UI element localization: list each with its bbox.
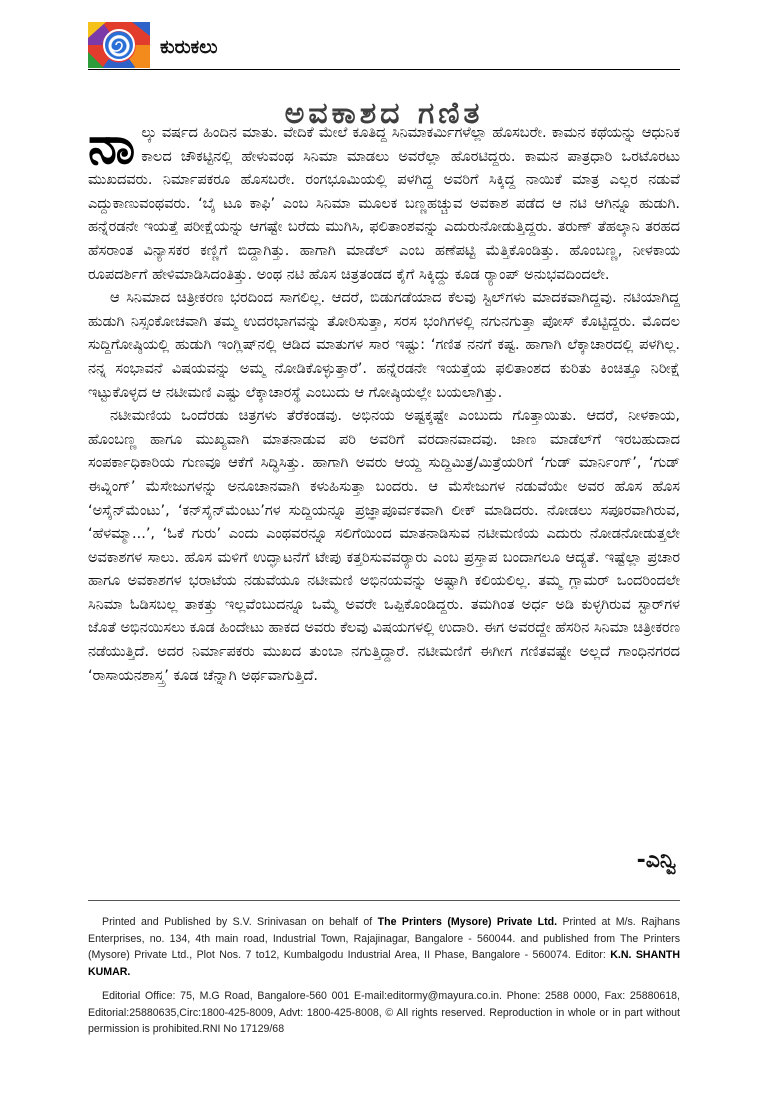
magazine-logo-icon: [88, 22, 150, 68]
article-paragraph: [88, 116, 680, 287]
imprint-publisher: [88, 914, 680, 980]
article-paragraph: ನಟೀಮಣಿಯ ಒಂದೆರಡು ಚಿತ್ರಗಳು ತೆರೆಕಂಡವು. ಅಭಿನಯ ಅಷ್ಟಕ್ಕಷ್ಟೇ ಎಂಬುದು ಗೊತ್ತಾಯಿತು. ಆದರೆ, ನೀಳಕಾಯ, ಹೊಂಬಣ್ಣ ಹಾಗೂ ಮುಖ್ಯವಾಗಿ ಮಾತನಾಡುವ ಪರಿ ಅವರಿಗೆ ವರದಾನವಾದವು. ಜಾಣ ಮಾಡೆಲ್‌ಗೆ ಇರಬಹುದಾದ ಸಂಪರ್ಕಾಧಿಕಾರಿಯ ಗುಣವೂ ಆಕೆಗೆ ಸಿದ್ಧಿಸಿತ್ತು. ಹಾಗಾಗಿ ಅವರು ಆಯ್ದ ಸುದ್ದಿಮಿತ್ರ/ಮಿತ್ರೆಯರಿಗೆ ‘ಗುಡ್ ಮಾರ್ನಿಂಗ್’, ‘ಗುಡ್ ಈವ್ನಿಂಗ್’ ಮೆಸೇಜುಗಳನ್ನು ಅನೂಚಾನವಾಗಿ ಕಳುಹಿಸುತ್ತಾ ಬಂದರು. ಆ ಮೆಸೇಜುಗಳ ನಡುವೆಯೇ ಅವರ ಹೊಸ ಹೊಸ ‘ಅಸೈನ್‌ಮೆಂಟು’, ‘ಕನ್‌ಸೈನ್‌ಮೆಂಟು’ಗಳ ಸುದ್ದಿಯನ್ನೂ ಪ್ರಜ್ಞಾಪೂರ್ವಕವಾಗಿ ಲೀಕ್ ಮಾಡಿದರು. ನೋಡಲು ಸಪೂರವಾಗಿರುವ, ‘ಹೆಳಮ್ಮಾ...’, ‘ಓಕೆ ಗುರು’ ಎಂದು ಎಂಥವರನ್ನೂ ಸಲಿಗೆಯಿಂದ ಮಾತನಾಡಿಸುವ ನಟೀಮಣಿಯ ಎದುರು ನೋಡನೋಡುತ್ತಲೇ ಅವಕಾಶಗಳ ಸಾಲು. ಹೊಸ ಮಳಿಗೆ ಉದ್ಘಾಟನೆಗೆ ಟೇಪು ಕತ್ತರಿಸುವವರ್‍ಯಾರು ಎಂಬ ಪ್ರಸ್ತಾಪ ಬಂದಾಗಲೂ ಆದ್ಯತೆ. ಇಷ್ಟೆಲ್ಲಾ ಪ್ರಚಾರ ಹಾಗೂ ಅವಕಾಶಗಳ ಭರಾಟೆಯ ನಡುವೆಯೂ ನಟೀಮಣಿ ಅಭಿನಯವನ್ನು ಅಷ್ಟಾಗಿ ಕಲಿಯಲಿಲ್ಲ. ತಮ್ಮ ಗ್ಲಾಮರ್ ಒಂದರಿಂದಲೇ ಸಿನಿಮಾ ಓಡಿಸಬಲ್ಲ ತಾಕತ್ತು ಇಲ್ಲವೆಂಬುದನ್ನೂ ಒಮ್ಮೆ ಅವರೇ ಒಪ್ಪಿಕೊಂಡಿದ್ದರು. ತಮಗಿಂತ ಅರ್ಧ ಅಡಿ ಕುಳ್ಳಗಿರುವ ಸ್ಟಾರ್‌ಗಳ ಜೊತೆ ಅಭಿನಯಿಸಲು ಕೂಡ ಹಿಂದೇಟು ಹಾಕದ ಅವರು ಕೆಲವು ವಿಷಯಗಳಲ್ಲಿ ಉದಾರಿ. ಈಗ ಅವರದ್ದೇ ಹೆಸರಿನ ಸಿನಿಮಾ ಚಿತ್ರೀಕರಣ ನಡೆಯುತ್ತಿದೆ. ಅದರ ನಿರ್ಮಾಪಕರು ಮುಖದ ತುಂಬಾ ನಗುತ್ತಿದ್ದಾರೆ. ನಟೀಮಣಿಗೆ ಈಗೀಗ ಗಣಿತವಷ್ಟೇ ಅಲ್ಲದೆ ಗಾಂಧಿನಗರದ ‘ರಾಸಾಯನಶಾಸ್ತ್ರ’ ಕೂಡ ಚೆನ್ನಾಗಿ ಅರ್ಥವಾಗುತ್ತಿದೆ.: [88, 408, 680, 684]
imprint-company: The Printers (Mysore) Private Ltd.: [377, 916, 558, 928]
author-signature: -ಎನ್ವಿ: [636, 848, 676, 873]
page-header: [88, 22, 688, 68]
drop-cap: ನಾ: [88, 116, 136, 176]
article-body: [88, 116, 680, 688]
paragraph-text: ಲ್ಕು ವರ್ಷದ ಹಿಂದಿನ ಮಾತು. ವೇದಿಕೆ ಮೇಲೆ ಕೂತಿದ್ದ ಸಿನಿಮಾಕರ್ಮಿಗಳೆಲ್ಲಾ ಹೊಸಬರೇ. ಕಾಮನ ಕಥೆಯನ್ನು ಆಧುನಿಕ ಕಾಲದ ಚೌಕಟ್ಟಿನಲ್ಲಿ ಹೇಳುವಂಥ ಸಿನಿಮಾ ಮಾಡಲು ಅವರೆಲ್ಲಾ ಹೊರಟಿದ್ದರು. ಕಾಮನ ಪಾತ್ರಧಾರಿ ಒರಟೊರಟು ಮುಖದವರು. ನಿರ್ಮಾಪಕರೂ ಹೊಸಬರೇ. ರಂಗಭೂಮಿಯಲ್ಲಿ ಪಳಗಿದ್ದ ಅವರಿಗೆ ಸಿಕ್ಕಿದ್ದ ನಾಯಿಕೆ ಮಾತ್ರ ಎಲ್ಲರ ನಡುವೆ ಎದ್ದುಕಾಣುವಂಥವರು. ‘ಬೈ ಟೂ ಕಾಫಿ’ ಎಂಬ ಸಿನಿಮಾ ಮೂಲಕ ಬಣ್ಣಹಚ್ಚುವ ಅವಕಾಶ ಪಡೆದ ಆ ನಟಿ ಆಗಿನ್ನೂ ಹುಡುಗಿ. ಹನ್ನೆರಡನೇ ಇಯತ್ತೆ ಪರೀಕ್ಷೆಯನ್ನು ಆಗಷ್ಟೇ ಬರೆದು ಮುಗಿಸಿ, ಫಲಿತಾಂಶವನ್ನು ಎದುರುನೋಡುತ್ತಿದ್ದರು. ತರುಣ್ ತೆಹಲ್ಕಾನಿ ತರಹದ ಹೆಸರಾಂತ ವಿನ್ಯಾಸಕರ ಕಣ್ಣಿಗೆ ಬಿದ್ದಾಗಿತ್ತು. ಹಾಗಾಗಿ ಮಾಡೆಲ್ ಎಂಬ ಹಣೆಪಟ್ಟಿ ಮೆತ್ತಿಕೊಂಡಿತ್ತು. ಹೊಂಬಣ್ಣ, ನೀಳಕಾಯ ರೂಪದರ್ಶಿಗೆ ಹೇಳಿಮಾಡಿಸಿದಂತಿತ್ತು. ಅಂಥ ನಟಿ ಹೊಸ ಚಿತ್ರತಂಡದ ಕೈಗೆ ಸಿಕ್ಕಿದ್ದು ಕೂಡ ರ್‍ಯಾಂಪ್ ಅನುಭವದಿಂದಲೇ.: [88, 125, 680, 283]
article-paragraph: ಆ ಸಿನಿಮಾದ ಚಿತ್ರೀಕರಣ ಭರದಿಂದ ಸಾಗಲಿಲ್ಲ. ಆದರೆ, ಬಿಡುಗಡೆಯಾದ ಕೆಲವು ಸ್ಟಿಲ್‌ಗಳು ಮಾದಕವಾಗಿದ್ದವು. ನಟಿಯಾಗಿದ್ದ ಹುಡುಗಿ ನಿಸ್ಸಂಕೋಚವಾಗಿ ತಮ್ಮ ಉದರಭಾಗವನ್ನು ತೋರಿಸುತ್ತಾ, ಸರಸ ಭಂಗಿಗಳಲ್ಲಿ ನಗುನಗುತ್ತಾ ಪೋಸ್ ಕೊಟ್ಟಿದ್ದರು. ಮೊದಲ ಸುದ್ದಿಗೋಷ್ಠಿಯಲ್ಲಿ ಹುಡುಗಿ ಇಂಗ್ಲಿಷ್‌ನಲ್ಲಿ ಆಡಿದ ಮಾತುಗಳ ಸಾರ ಇಷ್ಟು: ‘ಗಣಿತ ನನಗೆ ಕಷ್ಟ. ಹಾಗಾಗಿ ಲೆಕ್ಕಾಚಾರದಲ್ಲಿ ಪಳಗಿಲ್ಲ. ನನ್ನ ಸಂಭಾವನೆ ವಿಷಯವನ್ನು ಅಮ್ಮ ನೋಡಿಕೊಳ್ಳುತ್ತಾರೆ’. ಹನ್ನೆರಡನೇ ಇಯತ್ತೆಯ ಫಲಿತಾಂಶದ ಕುರಿತು ಕಿಂಚಿತ್ತೂ ನಿರೀಕ್ಷೆ ಇಟ್ಟುಕೊಳ್ಳದ ಆ ನಟೀಮಣಿ ಎಷ್ಟು ಲೆಕ್ಕಾಚಾರಸ್ಥೆ ಎಂಬುದು ಆ ಗೋಷ್ಠಿಯಲ್ಲೇ ಬಯಲಾಗಿತ್ತು.: [88, 290, 680, 401]
section-label: ಕುರುಕಲು: [160, 36, 218, 58]
article-title: ಅವಕಾಶದ ಗಣಿತ: [284, 96, 484, 132]
spiral-icon: [88, 22, 150, 68]
imprint-contact: Editorial Office: 75, M.G Road, Bangalore-560 001 E-mail:editormy@mayura.co.in. Phone: 2588 0000, Fax: 25880618, Editorial:25880635,Circ:1800-425-8009, Advt: 1800-425-8008, © All rights reserved. Reproduction in whole or in part without permission is prohibited.RNI No 17129/68: [88, 990, 680, 1035]
imprint-text: Printed and Published by S.V. Srinivasan on behalf of: [102, 916, 378, 928]
footer-divider: [88, 900, 680, 901]
imprint-editor: K.N. SHANTH KUMAR.: [88, 949, 680, 978]
imprint-block: [88, 914, 680, 1046]
header-divider: [88, 69, 680, 70]
imprint-text: Printed at M/s. Rajhans Enterprises, no. 134, 4th main road, Industrial Town, Rajajinagar, Bangalore - 560044. and published from The Printers (Mysore) Private Ltd., Plot Nos. 7 to12, Kumbalgodu Industrial Area, II Phase, Bangalore - 560074. Editor:: [88, 916, 680, 961]
